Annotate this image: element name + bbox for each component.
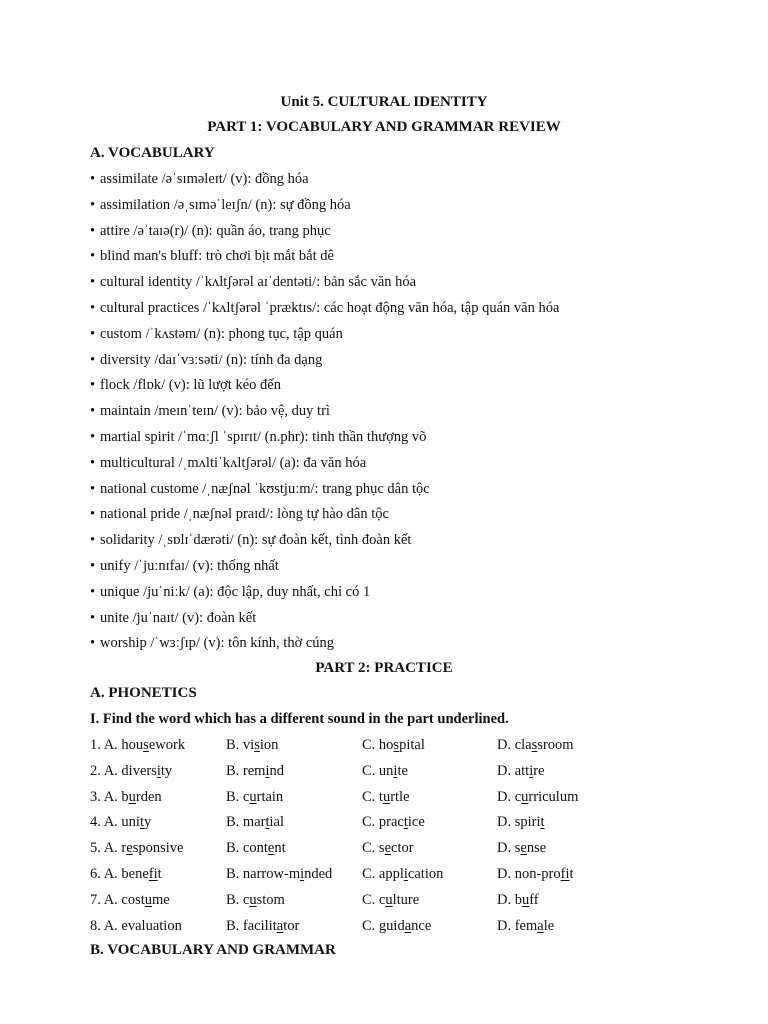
vocab-item (90, 428, 559, 454)
underlined-part: i (529, 762, 534, 779)
vocab-text: solidarity /ˌsɒlɪˈdærəti/ (n): sự đoàn kết, tình đoàn kết (100, 532, 412, 549)
vocab-text: national custome /ˌnæʃnəl ˈkʊstjuːm/: trang phục dân tộc (100, 480, 430, 497)
vocab-item (90, 402, 559, 428)
answer-option: 8. A. evaluation (90, 917, 182, 934)
answer-option: B. facilitator (226, 917, 300, 934)
vocab-text: flock /flɒk/ (v): lũ lượt kéo đến (100, 377, 281, 394)
vocab-text: maintain /meɪnˈteɪn/ (v): bảo vệ, duy trì (100, 403, 330, 420)
answer-option: D. attire (497, 762, 545, 779)
vocab-text: attire /əˈtaɪə(r)/ (n): quần áo, trang phục (100, 222, 331, 239)
answer-option: 1. A. housework (90, 737, 186, 753)
underlined-part: a (276, 917, 284, 934)
vocab-grammar-heading: B. VOCABULARY AND GRAMMAR (90, 942, 336, 958)
bullet-icon: • (90, 222, 96, 239)
vocab-item (90, 376, 559, 402)
bullet-icon: • (90, 583, 96, 600)
answer-option: B. custom (226, 891, 285, 908)
part1-title: PART 1: VOCABULARY AND GRAMMAR REVIEW (207, 119, 561, 135)
answer-option: C. guidance (362, 917, 432, 934)
answer-option: B. martial (226, 814, 284, 831)
vocab-item (90, 609, 559, 635)
vocab-item (90, 222, 559, 248)
answer-option: C. hospital (362, 737, 425, 753)
vocab-text: martial spirit /ˈmɑːʃl ˈspɪrɪt/ (n.phr): tinh thần thượng võ (100, 428, 427, 445)
question-row (90, 763, 690, 783)
answer-option: 5. A. responsive (90, 840, 184, 857)
underlined-part: u (382, 788, 391, 805)
underlined-part: t (265, 814, 270, 831)
underlined-part: u (249, 788, 257, 805)
question-row (90, 866, 690, 886)
answer-option: B. vision (226, 737, 279, 753)
answer-option: C. turtle (362, 788, 410, 805)
underlined-part: e (267, 840, 275, 857)
underlined-part: a (537, 917, 544, 934)
vocab-item (90, 273, 559, 299)
bullet-icon: • (90, 635, 96, 652)
question-row (90, 737, 690, 757)
vocab-text: assimilation /əˌsɪməˈleɪʃn/ (n): sự đồng hóa (100, 196, 351, 213)
bullet-icon: • (90, 532, 96, 549)
vocab-item (90, 634, 559, 660)
part2-title: PART 2: PRACTICE (315, 660, 453, 676)
question-row (90, 892, 690, 912)
underlined-part: e (520, 840, 527, 857)
vocabulary-list (90, 170, 559, 660)
bullet-icon: • (90, 351, 96, 368)
bullet-icon: • (90, 171, 96, 187)
exercise-instruction: I. Find the word which has a different sound in the part underlined. (90, 711, 509, 727)
underlined-part: t (403, 814, 408, 831)
vocab-item (90, 480, 559, 506)
bullet-icon: • (90, 377, 96, 394)
answer-option: 7. A. costume (90, 891, 170, 908)
answer-option: 2. A. diversity (90, 762, 173, 779)
bullet-icon: • (90, 248, 96, 265)
vocab-item (90, 454, 559, 480)
vocab-item (90, 196, 559, 222)
vocab-item (90, 505, 559, 531)
question-row (90, 789, 690, 809)
underlined-part: s (143, 737, 149, 753)
question-row (90, 814, 690, 834)
underlined-part: t (139, 814, 144, 831)
underlined-part: u (521, 891, 530, 908)
vocab-text: multicultural /ˌmʌltiˈkʌltʃərəl/ (a): đa văn hóa (100, 454, 367, 471)
underlined-part: s (254, 737, 260, 753)
underlined-part: u (249, 891, 257, 908)
bullet-icon: • (90, 325, 96, 342)
vocabulary-heading: A. VOCABULARY (90, 145, 215, 161)
vocab-text: unique /juˈniːk/ (a): độc lập, duy nhất, chỉ có 1 (100, 583, 371, 600)
vocab-text: custom /ˈkʌstəm/ (n): phong tục, tập quán (100, 325, 343, 342)
vocab-text: diversity /daɪˈvɜːsəti/ (n): tính đa dạng (100, 351, 323, 368)
vocab-item (90, 351, 559, 377)
answer-option: D. buff (497, 891, 539, 908)
underlined-part: e (384, 840, 392, 857)
underlined-part: i (300, 866, 305, 882)
answer-option: 6. A. benefit (90, 866, 162, 882)
vocab-item (90, 557, 559, 583)
underlined-part: u (385, 891, 393, 908)
bullet-icon: • (90, 274, 96, 291)
vocab-item (90, 583, 559, 609)
underlined-part: s (393, 737, 400, 753)
underlined-part: fi (560, 866, 570, 882)
bullet-icon: • (90, 609, 96, 626)
underlined-part: i (156, 762, 161, 779)
answer-option: C. unite (362, 762, 408, 779)
underlined-part: i (393, 762, 398, 779)
bullet-icon: • (90, 428, 96, 445)
unit-title: Unit 5. CULTURAL IDENTITY (280, 94, 488, 110)
vocab-text: blind man's bluff: trò chơi bịt mắt bắt dê (100, 248, 334, 265)
answer-option: C. culture (362, 891, 420, 908)
vocab-text: cultural practices /ˈkʌltʃərəl ˈpræktɪs/: các hoạt động văn hóa, tập quán văn hóa (100, 299, 560, 316)
answer-option: C. practice (362, 814, 425, 831)
answer-option: B. content (226, 840, 286, 857)
answer-option: B. remind (226, 762, 284, 779)
underlined-part: e (126, 840, 133, 857)
underlined-part: a (404, 917, 412, 934)
underlined-part: s (531, 737, 538, 753)
answer-option: D. classroom (497, 737, 574, 753)
bullet-icon: • (90, 454, 96, 471)
vocab-text: cultural identity /ˈkʌltʃərəl aɪˈdentəti/: bản sắc văn hóa (100, 274, 417, 291)
underlined-part: fi (148, 866, 158, 882)
bullet-icon: • (90, 480, 96, 497)
vocab-text: national pride /ˌnæʃnəl praɪd/: lòng tự hào dân tộc (100, 506, 389, 523)
answer-option: 3. A. burden (90, 788, 162, 805)
bullet-icon: • (90, 506, 96, 523)
vocab-item (90, 247, 559, 273)
answer-option: D. spirit (497, 814, 545, 831)
answer-option: B. narrow-minded (226, 866, 333, 882)
vocab-text: unify /ˈjuːnɪfaɪ/ (v): thống nhất (100, 557, 279, 574)
question-row (90, 840, 690, 860)
bullet-icon: • (90, 557, 96, 574)
underlined-part: i (265, 762, 270, 779)
answer-option: B. curtain (226, 788, 284, 805)
vocab-item (90, 325, 559, 351)
vocab-text: assimilate /əˈsɪməleɪt/ (v): đồng hóa (100, 171, 309, 187)
answer-option: C. sector (362, 840, 414, 857)
question-row (90, 918, 690, 938)
answer-option: D. female (497, 917, 555, 934)
underlined-part: u (521, 788, 529, 805)
phonetics-heading: A. PHONETICS (90, 685, 197, 701)
answer-option: D. non-profit (497, 866, 574, 882)
bullet-icon: • (90, 196, 96, 213)
underlined-part: i (403, 866, 408, 882)
underlined-part: t (540, 814, 545, 831)
vocab-text: unite /juˈnaɪt/ (v): đoàn kết (100, 609, 257, 626)
answer-option: D. sense (497, 840, 547, 857)
vocab-item (90, 531, 559, 557)
answer-option: D. curriculum (497, 788, 579, 805)
answer-option: C. application (362, 866, 444, 882)
bullet-icon: • (90, 403, 96, 420)
underlined-part: u (144, 891, 153, 908)
vocab-item (90, 299, 559, 325)
bullet-icon: • (90, 299, 96, 316)
vocab-item (90, 170, 559, 196)
answer-option: 4. A. unity (90, 814, 152, 831)
underlined-part: u (128, 788, 136, 805)
vocab-text: worship /ˈwɜːʃɪp/ (v): tôn kính, thờ cúng (100, 635, 335, 652)
